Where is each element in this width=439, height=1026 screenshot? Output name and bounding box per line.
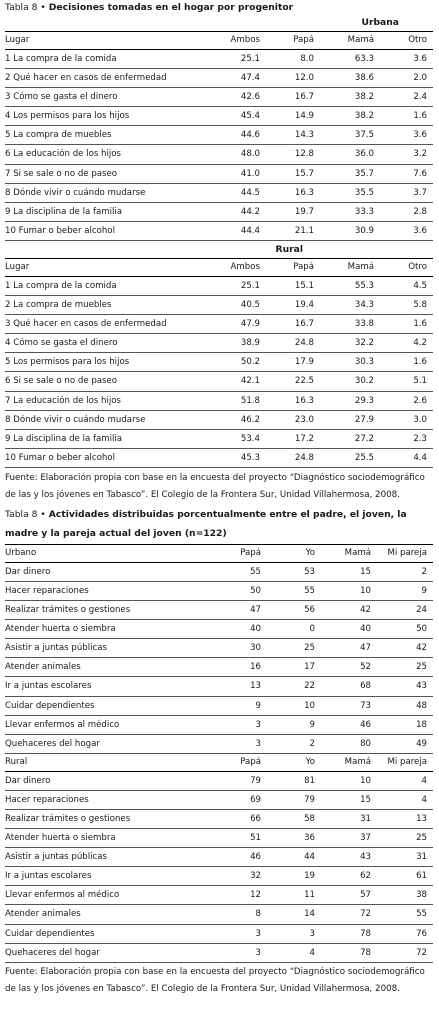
value-cell: 25 (267, 639, 321, 658)
value-cell: 38.2 (320, 88, 380, 107)
table-row (5, 696, 433, 715)
value-cell: 44 (267, 848, 321, 867)
table-row (5, 164, 433, 183)
value-cell: 45.3 (203, 448, 266, 467)
value-cell: 36 (267, 829, 321, 848)
value-cell: 24 (377, 601, 433, 620)
value-cell: 12 (211, 886, 267, 905)
table-header-row (5, 753, 433, 771)
table-row (5, 848, 433, 867)
table-row (5, 276, 433, 295)
value-cell: 51.8 (203, 391, 266, 410)
value-cell: 7.6 (380, 164, 433, 183)
value-cell: 27.2 (320, 429, 380, 448)
value-cell: 4 (377, 771, 433, 790)
table-row (5, 429, 433, 448)
rural-subheading: Rural (275, 243, 303, 255)
row-label: 8 Dónde vivir o cuándo mudarse (5, 183, 203, 202)
value-cell: 9 (211, 696, 267, 715)
value-cell: 2 (267, 734, 321, 753)
value-cell: 4.5 (380, 276, 433, 295)
value-cell: 25.5 (320, 448, 380, 467)
value-cell: 29.3 (320, 391, 380, 410)
value-cell: 45.4 (203, 107, 266, 126)
value-cell: 80 (321, 734, 377, 753)
value-cell: 30.2 (320, 372, 380, 391)
row-label: 7 La educación de los hijos (5, 391, 203, 410)
value-cell: 35.5 (320, 183, 380, 202)
value-cell: 58 (267, 810, 321, 829)
value-cell: 37.5 (320, 126, 380, 145)
row-label: Atender animales (5, 658, 211, 677)
table-row (5, 810, 433, 829)
table-row (5, 829, 433, 848)
value-cell: 55 (267, 581, 321, 600)
value-cell: 19.4 (266, 296, 320, 315)
table-row (5, 50, 433, 69)
value-cell: 47.4 (203, 69, 266, 88)
value-cell: 40 (321, 620, 377, 639)
value-cell: 66 (211, 810, 267, 829)
value-cell: 1.6 (380, 315, 433, 334)
row-label: 9 La disciplina de la familia (5, 429, 203, 448)
value-cell: 52 (321, 658, 377, 677)
row-label: 4 Los permisos para los hijos (5, 107, 203, 126)
value-cell: 42 (377, 639, 433, 658)
header-cell: Mamá (320, 258, 380, 276)
value-cell: 3 (267, 924, 321, 943)
value-cell: 12.8 (266, 145, 320, 164)
value-cell: 47.9 (203, 315, 266, 334)
value-cell: 5.1 (380, 372, 433, 391)
table-row (5, 924, 433, 943)
header-cell: Ambos (203, 32, 266, 50)
table-row (5, 353, 433, 372)
table-source-note: Fuente: Elaboración propia con base en la encuesta del proyecto “Diagnóstico sociodemográfico de las y los jóvenes en Tabasco”. El Colegio de la Frontera Sur, Unidad Villahermosa, 2008. (5, 472, 425, 500)
value-cell: 78 (321, 924, 377, 943)
value-cell: 24.8 (266, 448, 320, 467)
header-cell: Lugar (5, 32, 203, 50)
value-cell: 53 (267, 562, 321, 581)
header-cell: Papá (211, 544, 267, 562)
value-cell: 50 (377, 620, 433, 639)
value-cell: 14 (267, 905, 321, 924)
value-cell: 2.0 (380, 69, 433, 88)
value-cell: 15 (321, 790, 377, 809)
table-row (5, 790, 433, 809)
row-label: 2 La compra de muebles (5, 296, 203, 315)
value-cell: 46 (321, 715, 377, 734)
value-cell: 61 (377, 867, 433, 886)
table-row (5, 88, 433, 107)
header-cell: Otro (380, 32, 433, 50)
value-cell: 56 (267, 601, 321, 620)
value-cell: 72 (321, 905, 377, 924)
table-row (5, 734, 433, 753)
value-cell: 3.6 (380, 50, 433, 69)
table-row (5, 391, 433, 410)
table-row (5, 886, 433, 905)
row-label: Ir a juntas escolares (5, 677, 211, 696)
urban-activity-rows (5, 562, 433, 753)
table-row (5, 69, 433, 88)
row-label: Atender huerta o siembra (5, 829, 211, 848)
value-cell: 3.6 (380, 126, 433, 145)
header-cell: Yo (267, 753, 321, 771)
value-cell: 16.7 (266, 88, 320, 107)
row-label: 3 Cómo se gasta el dinero (5, 88, 203, 107)
table-row (5, 658, 433, 677)
document-page (5, 0, 433, 998)
value-cell: 43 (321, 848, 377, 867)
table-title: Tabla 8 • Actividades distribuidas porcentualmente entre el padre, el joven, la madre y la pareja actual del joven (n=122) (5, 508, 407, 539)
value-cell: 15.7 (266, 164, 320, 183)
value-cell: 40 (211, 620, 267, 639)
header-cell: Mamá (320, 32, 380, 50)
decisions-table-rural (5, 258, 433, 468)
value-cell: 38.2 (320, 107, 380, 126)
value-cell: 17.2 (266, 429, 320, 448)
row-label: Asistir a juntas públicas (5, 848, 211, 867)
row-label: Cuidar dependientes (5, 924, 211, 943)
value-cell: 5.8 (380, 296, 433, 315)
value-cell: 14.3 (266, 126, 320, 145)
value-cell: 79 (211, 771, 267, 790)
value-cell: 43 (377, 677, 433, 696)
value-cell: 2.3 (380, 429, 433, 448)
value-cell: 4 (267, 943, 321, 962)
row-label: 7 Si se sale o no de paseo (5, 164, 203, 183)
value-cell: 9 (267, 715, 321, 734)
value-cell: 15 (321, 562, 377, 581)
table-title: Tabla 8 • Decisiones tomadas en el hogar por progenitor (5, 2, 294, 13)
value-cell: 27.9 (320, 410, 380, 429)
row-label: Cuidar dependientes (5, 696, 211, 715)
rural-activity-rows (5, 771, 433, 962)
value-cell: 38.9 (203, 334, 266, 353)
value-cell: 42 (321, 601, 377, 620)
value-cell: 30 (211, 639, 267, 658)
header-cell: Mamá (321, 544, 377, 562)
row-label: 5 Los permisos para los hijos (5, 353, 203, 372)
value-cell: 48.0 (203, 145, 266, 164)
table-row (5, 448, 433, 467)
header-cell: Mi pareja (377, 544, 433, 562)
urban-rows (5, 50, 433, 241)
row-label: Hacer reparaciones (5, 790, 211, 809)
value-cell: 44.4 (203, 221, 266, 240)
value-cell: 44.5 (203, 183, 266, 202)
table-row (5, 867, 433, 886)
row-label: Llevar enfermos al médico (5, 715, 211, 734)
value-cell: 46.2 (203, 410, 266, 429)
value-cell: 24.8 (266, 334, 320, 353)
value-cell: 8.0 (266, 50, 320, 69)
value-cell: 3.6 (380, 221, 433, 240)
row-label: 4 Cómo se gasta el dinero (5, 334, 203, 353)
value-cell: 55 (211, 562, 267, 581)
value-cell: 33.3 (320, 202, 380, 221)
value-cell: 47 (321, 639, 377, 658)
value-cell: 19 (267, 867, 321, 886)
value-cell: 73 (321, 696, 377, 715)
row-label: Realizar trámites o gestiones (5, 810, 211, 829)
row-label: Atender animales (5, 905, 211, 924)
table-row (5, 296, 433, 315)
value-cell: 38 (377, 886, 433, 905)
value-cell: 22 (267, 677, 321, 696)
value-cell: 16.3 (266, 391, 320, 410)
value-cell: 55.3 (320, 276, 380, 295)
row-label: 6 Si se sale o no de paseo (5, 372, 203, 391)
value-cell: 4 (377, 790, 433, 809)
table-header-row (5, 258, 433, 276)
value-cell: 3.0 (380, 410, 433, 429)
row-label: Ir a juntas escolares (5, 867, 211, 886)
value-cell: 32 (211, 867, 267, 886)
value-cell: 16.3 (266, 183, 320, 202)
header-cell: Papá (266, 32, 320, 50)
value-cell: 69 (211, 790, 267, 809)
value-cell: 68 (321, 677, 377, 696)
table-row (5, 715, 433, 734)
value-cell: 37 (321, 829, 377, 848)
header-cell: Mi pareja (377, 753, 433, 771)
value-cell: 9 (377, 581, 433, 600)
table-row (5, 601, 433, 620)
value-cell: 25 (377, 658, 433, 677)
table-row (5, 677, 433, 696)
row-label: 1 La compra de la comida (5, 276, 203, 295)
value-cell: 3.7 (380, 183, 433, 202)
value-cell: 17 (267, 658, 321, 677)
row-label: Hacer reparaciones (5, 581, 211, 600)
header-cell: Mamá (321, 753, 377, 771)
value-cell: 79 (267, 790, 321, 809)
value-cell: 4.4 (380, 448, 433, 467)
value-cell: 33.8 (320, 315, 380, 334)
value-cell: 44.6 (203, 126, 266, 145)
value-cell: 32.2 (320, 334, 380, 353)
table-row (5, 107, 433, 126)
value-cell: 62 (321, 867, 377, 886)
value-cell: 40.5 (203, 296, 266, 315)
value-cell: 34.3 (320, 296, 380, 315)
value-cell: 13 (377, 810, 433, 829)
table-row (5, 771, 433, 790)
value-cell: 42.1 (203, 372, 266, 391)
value-cell: 16.7 (266, 315, 320, 334)
value-cell: 41.0 (203, 164, 266, 183)
row-label: Quehaceres del hogar (5, 734, 211, 753)
value-cell: 57 (321, 886, 377, 905)
value-cell: 15.1 (266, 276, 320, 295)
value-cell: 0 (267, 620, 321, 639)
table-row (5, 126, 433, 145)
value-cell: 31 (321, 810, 377, 829)
value-cell: 22.5 (266, 372, 320, 391)
table-row (5, 410, 433, 429)
table-row (5, 221, 433, 240)
row-label: Dar dinero (5, 562, 211, 581)
value-cell: 44.2 (203, 202, 266, 221)
table-row (5, 905, 433, 924)
value-cell: 25.1 (203, 276, 266, 295)
value-cell: 38.6 (320, 69, 380, 88)
value-cell: 55 (377, 905, 433, 924)
row-label: 3 Qué hacer en casos de enfermedad (5, 315, 203, 334)
value-cell: 30.3 (320, 353, 380, 372)
row-label: 9 La disciplina de la familia (5, 202, 203, 221)
value-cell: 14.9 (266, 107, 320, 126)
row-label: Asistir a juntas públicas (5, 639, 211, 658)
row-label: 10 Fumar o beber alcohol (5, 448, 203, 467)
header-cell: Urbano (5, 544, 211, 562)
header-cell: Lugar (5, 258, 203, 276)
value-cell: 81 (267, 771, 321, 790)
table-row (5, 581, 433, 600)
table-row (5, 372, 433, 391)
row-label: 10 Fumar o beber alcohol (5, 221, 203, 240)
value-cell: 46 (211, 848, 267, 867)
row-label: 1 La compra de la comida (5, 50, 203, 69)
header-cell: Rural (5, 753, 211, 771)
value-cell: 36.0 (320, 145, 380, 164)
header-cell: Otro (380, 258, 433, 276)
value-cell: 2.4 (380, 88, 433, 107)
value-cell: 23.0 (266, 410, 320, 429)
value-cell: 10 (321, 771, 377, 790)
urban-subheading: Urbana (361, 17, 399, 28)
table-source-note: Fuente: Elaboración propia con base en la encuesta del proyecto “Diagnóstico sociodemográfico de las y los jóvenes en Tabasco”. El Colegio de la Frontera Sur, Unidad Villahermosa, 2008. (5, 966, 425, 994)
value-cell: 47 (211, 601, 267, 620)
decisions-table-urban (5, 31, 433, 241)
table-row (5, 315, 433, 334)
value-cell: 50.2 (203, 353, 266, 372)
value-cell: 50 (211, 581, 267, 600)
row-label: 8 Dónde vivir o cuándo mudarse (5, 410, 203, 429)
header-cell: Papá (266, 258, 320, 276)
header-cell: Ambos (203, 258, 266, 276)
value-cell: 78 (321, 943, 377, 962)
value-cell: 11 (267, 886, 321, 905)
row-label: Dar dinero (5, 771, 211, 790)
row-label: 6 La educación de los hijos (5, 145, 203, 164)
value-cell: 2 (377, 562, 433, 581)
value-cell: 48 (377, 696, 433, 715)
value-cell: 1.6 (380, 353, 433, 372)
value-cell: 31 (377, 848, 433, 867)
value-cell: 51 (211, 829, 267, 848)
value-cell: 42.6 (203, 88, 266, 107)
table-row (5, 145, 433, 164)
table-header-row (5, 544, 433, 562)
value-cell: 16 (211, 658, 267, 677)
value-cell: 2.6 (380, 391, 433, 410)
table-row (5, 639, 433, 658)
value-cell: 8 (211, 905, 267, 924)
row-label: 2 Qué hacer en casos de enfermedad (5, 69, 203, 88)
table-row (5, 943, 433, 962)
value-cell: 53.4 (203, 429, 266, 448)
header-cell: Papá (211, 753, 267, 771)
value-cell: 13 (211, 677, 267, 696)
value-cell: 10 (321, 581, 377, 600)
value-cell: 10 (267, 696, 321, 715)
value-cell: 63.3 (320, 50, 380, 69)
value-cell: 25 (377, 829, 433, 848)
row-label: Realizar trámites o gestiones (5, 601, 211, 620)
value-cell: 49 (377, 734, 433, 753)
value-cell: 17.9 (266, 353, 320, 372)
row-label: 5 La compra de muebles (5, 126, 203, 145)
value-cell: 3 (211, 734, 267, 753)
table-row (5, 334, 433, 353)
row-label: Llevar enfermos al médico (5, 886, 211, 905)
value-cell: 3.2 (380, 145, 433, 164)
value-cell: 12.0 (266, 69, 320, 88)
value-cell: 3 (211, 943, 267, 962)
header-cell: Yo (267, 544, 321, 562)
value-cell: 3 (211, 924, 267, 943)
rural-rows (5, 276, 433, 467)
table-header-row (5, 32, 433, 50)
value-cell: 3 (211, 715, 267, 734)
value-cell: 2.8 (380, 202, 433, 221)
table-row (5, 620, 433, 639)
value-cell: 21.1 (266, 221, 320, 240)
value-cell: 25.1 (203, 50, 266, 69)
value-cell: 1.6 (380, 107, 433, 126)
value-cell: 35.7 (320, 164, 380, 183)
row-label: Atender huerta o siembra (5, 620, 211, 639)
value-cell: 4.2 (380, 334, 433, 353)
value-cell: 30.9 (320, 221, 380, 240)
value-cell: 19.7 (266, 202, 320, 221)
table-row (5, 562, 433, 581)
table-row (5, 183, 433, 202)
value-cell: 72 (377, 943, 433, 962)
row-label: Quehaceres del hogar (5, 943, 211, 962)
value-cell: 18 (377, 715, 433, 734)
value-cell: 76 (377, 924, 433, 943)
activities-table (5, 544, 433, 963)
table-row (5, 202, 433, 221)
